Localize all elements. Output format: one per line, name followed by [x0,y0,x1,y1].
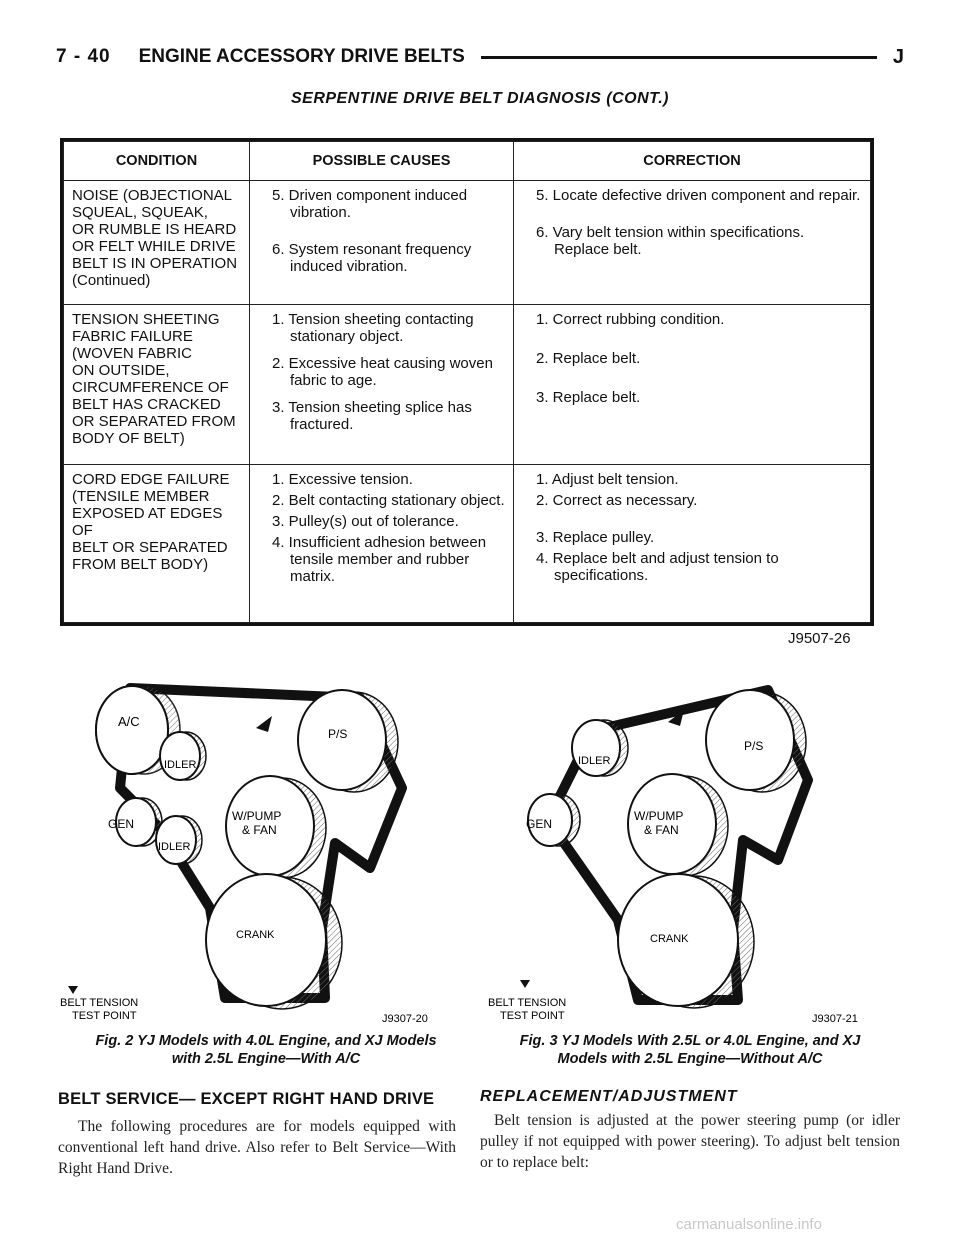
correction-item: 1. Adjust belt tension. [536,471,679,488]
figure-3-caption: Fig. 3 YJ Models With 2.5L or 4.0L Engine, and XJ Models with 2.5L Engine—Without A/C [519,1033,861,1067]
figure-2-belt-diagram [60,668,460,1033]
cause-item: 2. Belt contacting stationary object. [272,492,505,509]
section-title: SERPENTINE DRIVE BELT DIAGNOSIS (CONT.) [290,90,670,107]
cause-item: 2. Excessive heat causing woven fabric to age. [272,355,493,389]
left-section-body: The following procedures are for models equipped with conventional left hand drive. Also refer to Belt Service—With Right Hand Drive. [58,1118,456,1177]
right-section-heading: REPLACEMENT/ADJUSTMENT [480,1088,738,1105]
label-crank: CRANK [236,929,275,941]
correction-item: 6. Vary belt tension within specifications. Replace belt. [536,224,805,258]
correction-item: 3. Replace pulley. [536,529,655,546]
label-idler-top: IDLER [164,759,197,771]
column-header: CORRECTION [514,142,871,181]
left-section-heading: BELT SERVICE— EXCEPT RIGHT HAND DRIVE [58,1090,435,1108]
label-fan: & FAN [242,823,277,837]
test-point-arrow [520,980,530,988]
correction-item: 4. Replace belt and adjust tension to specifications. [536,550,779,584]
cause-item: 6. System resonant frequency induced vibration. [272,241,472,275]
label-crank: CRANK [650,933,689,945]
label-wpump: W/PUMP [232,809,282,823]
page-number: 7 - 40 [56,46,111,67]
condition-cell: CORD EDGE FAILURE (TENSILE MEMBER EXPOSED AT EDGES OF BELT OR SEPARATED FROM BELT BODY) [64,465,250,623]
cause-item: 1. Excessive tension. [272,471,413,488]
diagnosis-table [60,138,874,626]
cause-item: 3. Tension sheeting splice has fractured. [272,399,472,433]
figure-2-caption: Fig. 2 YJ Models with 4.0L Engine, and XJ Models with 2.5L Engine—With A/C [95,1033,437,1067]
label-ac: A/C [118,714,140,729]
chapter-letter: J [892,45,904,68]
column-header: CONDITION [64,142,250,181]
correction-item: 5. Locate defective driven component and repair. [536,187,861,204]
label-gen: GEN [526,817,553,831]
label-test-2: TEST POINT [500,1010,565,1022]
label-test-1: BELT TENSION [60,997,139,1009]
label-idler: IDLER [578,755,611,767]
test-point-arrow [68,986,78,994]
label-test-2: TEST POINT [72,1010,137,1022]
cause-item: 5. Driven component induced vibration. [272,187,468,221]
condition-cell: NOISE (OBJECTIONAL SQUEAL, SQUEAK, OR RUMBLE IS HEARD OR FELT WHILE DRIVE BELT IS IN OPERATION (Continued) [64,181,250,305]
figure-code: J9307-20 [382,1013,428,1025]
header-rule [481,56,877,59]
table-header-row [64,142,871,181]
table-row [64,181,871,305]
right-section-body: Belt tension is adjusted at the power steering pump (or idler pulley if not equipped with power steering). To adjust belt tension or to replace belt: [480,1112,900,1171]
correction-item: 2. Correct as necessary. [536,492,698,509]
causes-cell [250,305,514,465]
label-test-1: BELT TENSION [488,997,567,1009]
column-header: POSSIBLE CAUSES [250,142,514,181]
figure-3-belt-diagram [488,680,868,1025]
condition-cell: TENSION SHEETING FABRIC FAILURE (WOVEN FABRIC ON OUTSIDE, CIRCUMFERENCE OF BELT HAS CRACKED OR SEPARATED FROM BODY OF BELT) [64,305,250,465]
corrections-cell [514,465,871,623]
correction-item: 1. Correct rubbing condition. [536,311,725,328]
chapter-title: ENGINE ACCESSORY DRIVE BELTS [138,46,465,67]
label-ps: P/S [328,727,348,741]
label-fan: & FAN [644,823,679,837]
table-code: J9507-26 [788,630,851,647]
watermark: carmanualsonline.info [676,1216,822,1233]
corrections-cell [514,305,871,465]
label-gen: GEN [108,817,135,831]
cause-item: 4. Insufficient adhesion between tensile member and rubber matrix. [272,534,487,585]
cause-item: 1. Tension sheeting contacting stationary object. [272,311,474,345]
label-ps: P/S [744,739,764,753]
figure-code: J9307-21 [812,1013,858,1025]
corrections-cell [514,181,871,305]
correction-item: 2. Replace belt. [536,350,641,367]
causes-cell [250,181,514,305]
causes-cell [250,465,514,623]
label-wpump: W/PUMP [634,809,684,823]
page-header [56,42,904,72]
belt-direction-arrow [256,716,272,732]
cause-item: 3. Pulley(s) out of tolerance. [272,513,459,530]
table-row [64,305,871,465]
label-idler-low: IDLER [158,841,191,853]
table-row [64,465,871,623]
correction-item: 3. Replace belt. [536,389,641,406]
